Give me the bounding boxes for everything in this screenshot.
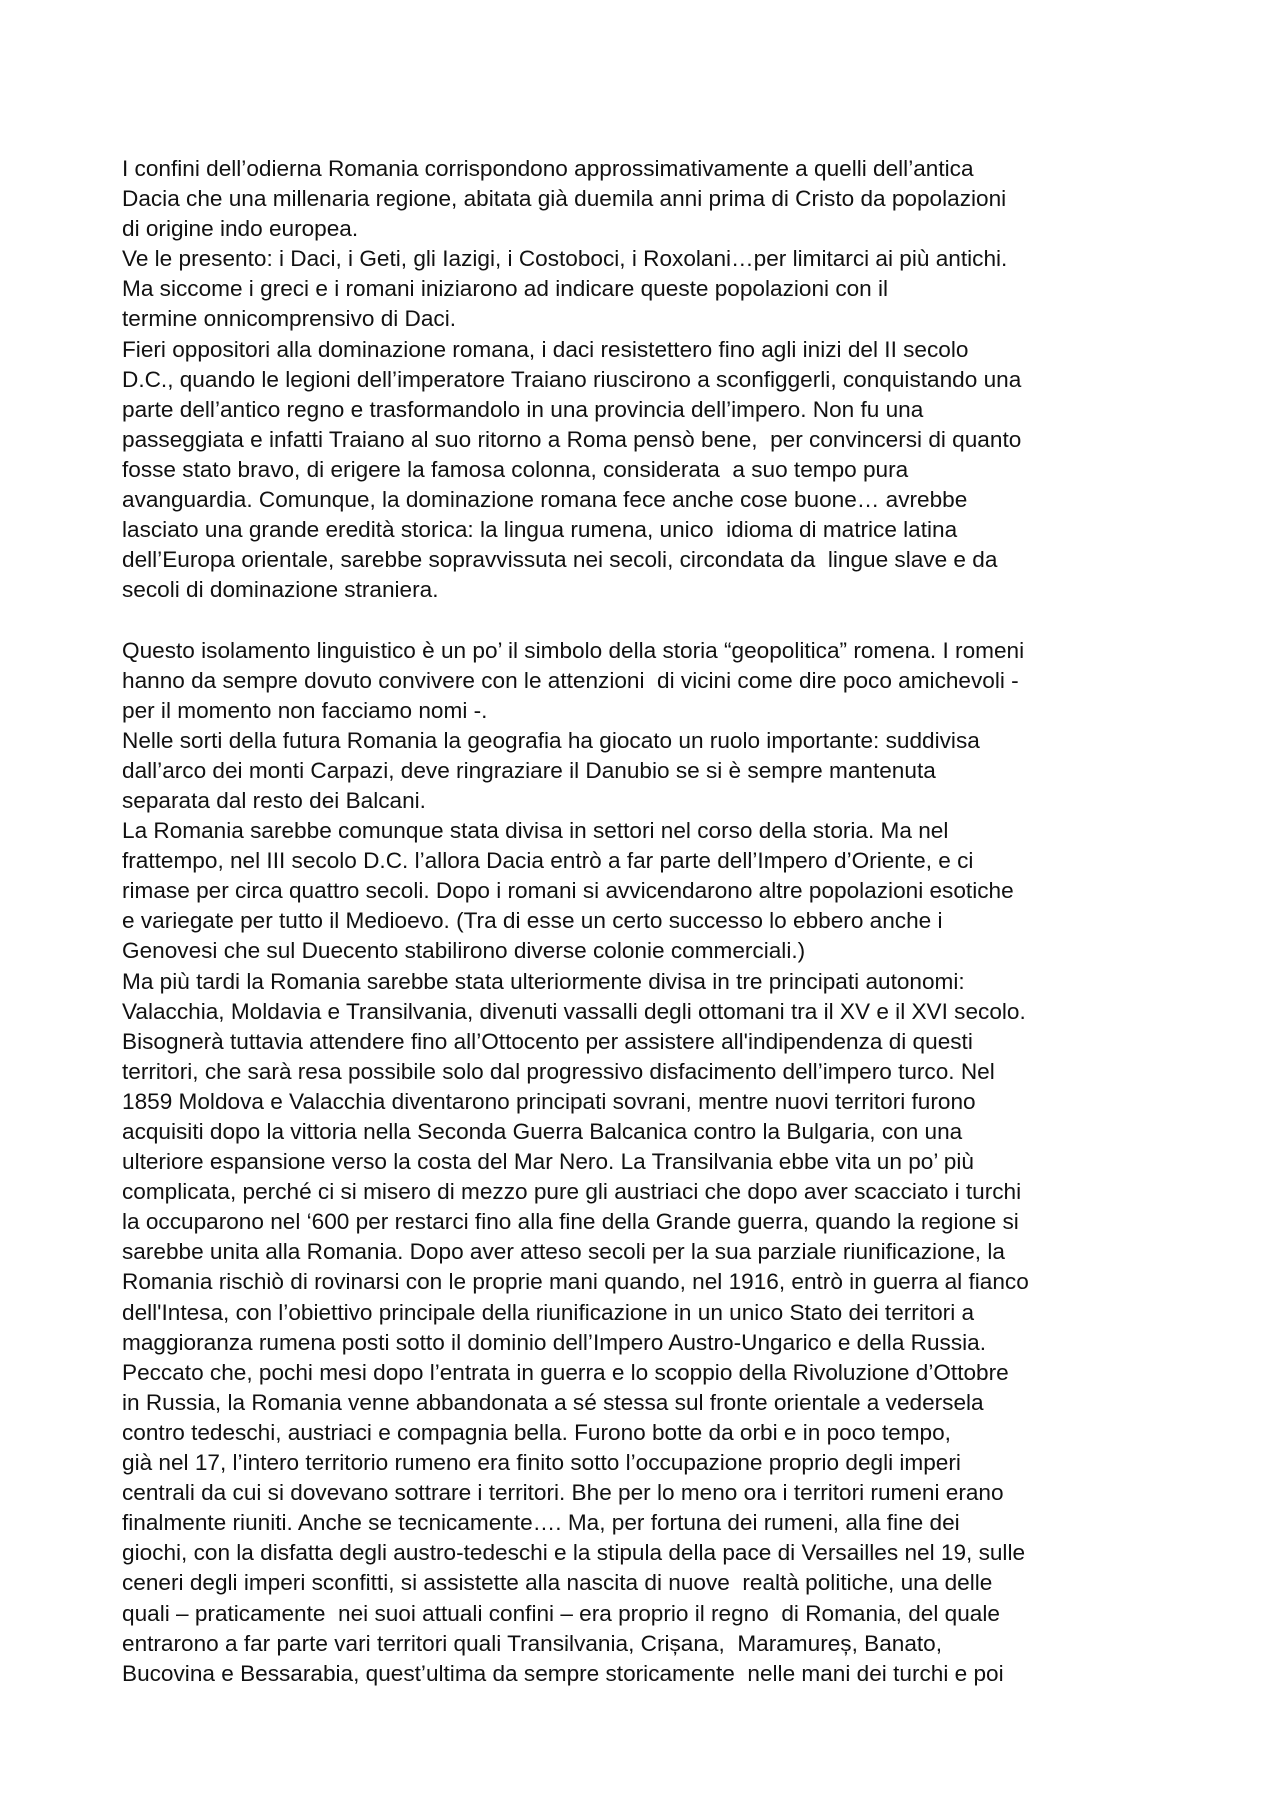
- text-line: La Romania sarebbe comunque stata divisa in settori nel corso della storia. Ma nel: [122, 818, 949, 844]
- text-line: ceneri degli imperi sconfitti, si assistette alla nascita di nuove realtà politiche, una delle: [122, 1570, 993, 1596]
- text-line: parte dell’antico regno e trasformandolo in una provincia dell’impero. Non fu una: [122, 396, 924, 422]
- text-line: Romania rischiò di rovinarsi con le proprie mani quando, nel 1916, entrò in guerra al fianco: [122, 1269, 1029, 1295]
- document-body: [122, 154, 1202, 1689]
- text-line: di origine indo europea.: [122, 216, 359, 242]
- text-line: avanguardia. Comunque, la dominazione romana fece anche cose buone… avrebbe: [122, 487, 968, 513]
- text-line: territori, che sarà resa possibile solo dal progressivo disfacimento dell’impero turco. Nel: [122, 1058, 995, 1084]
- text-line: Bisognerà tuttavia attendere fino all’Ottocento per assistere all'indipendenza di questi: [122, 1028, 973, 1054]
- text-line: maggioranza rumena posti sotto il dominio dell’Impero Austro-Ungarico e della Russia.: [122, 1329, 987, 1355]
- text-line: quali – praticamente nei suoi attuali confini – era proprio il regno di Romania, del quale: [122, 1600, 1000, 1626]
- text-line: la occuparono nel ‘600 per restarci fino alla fine della Grande guerra, quando la regione si: [122, 1209, 1019, 1235]
- text-line: D.C., quando le legioni dell’imperatore Traiano riuscirono a sconfiggerli, conquistando una: [122, 366, 1022, 392]
- text-line: già nel 17, l’intero territorio rumeno era finito sotto l’occupazione proprio degli imperi: [122, 1450, 961, 1476]
- text-line: Bucovina e Bessarabia, quest’ultima da sempre storicamente nelle mani dei turchi e poi: [122, 1660, 1004, 1686]
- text-line: in Russia, la Romania venne abbandonata a sé stessa sul fronte orientale a vedersela: [122, 1389, 984, 1415]
- text-line: secoli di dominazione straniera.: [122, 577, 439, 603]
- text-line: ulteriore espansione verso la costa del Mar Nero. La Transilvania ebbe vita un po’ più: [122, 1149, 974, 1175]
- text-line: dell'Intesa, con l’obiettivo principale della riunificazione in un unico Stato dei territori a: [122, 1299, 975, 1325]
- text-line: separata dal resto dei Balcani.: [122, 787, 426, 813]
- text-line: dall’arco dei monti Carpazi, deve ringraziare il Danubio se si è sempre mantenuta: [122, 757, 936, 783]
- text-line: dell’Europa orientale, sarebbe sopravvissuta nei secoli, circondata da lingue slave e da: [122, 547, 998, 573]
- text-line: Nelle sorti della futura Romania la geografia ha giocato un ruolo importante: suddivisa: [122, 727, 980, 753]
- text-line: Questo isolamento linguistico è un po’ il simbolo della storia “geopolitica” romena. I romeni: [122, 637, 1025, 663]
- text-line: per il momento non facciamo nomi -.: [122, 697, 488, 723]
- text-line: Ma più tardi la Romania sarebbe stata ulteriormente divisa in tre principati autonomi:: [122, 968, 965, 994]
- text-line: Dacia che una millenaria regione, abitata già duemila anni prima di Cristo da popolazioni: [122, 186, 1007, 212]
- text-line: contro tedeschi, austriaci e compagnia bella. Furono botte da orbi e in poco tempo,: [122, 1419, 951, 1445]
- text-line: centrali da cui si dovevano sottrare i territori. Bhe per lo meno ora i territori rumeni erano: [122, 1480, 1004, 1506]
- text-line: lasciato una grande eredità storica: la lingua rumena, unico idioma di matrice latina: [122, 517, 958, 543]
- text-line: termine onnicomprensivo di Daci.: [122, 306, 457, 332]
- text-line: rimase per circa quattro secoli. Dopo i romani si avvicendarono altre popolazioni esotiche: [122, 878, 1014, 904]
- paragraph-gap: [122, 605, 1202, 635]
- text-line: Genovesi che sul Duecento stabilirono diverse colonie commerciali.): [122, 938, 806, 964]
- text-line: Peccato che, pochi mesi dopo l’entrata in guerra e lo scoppio della Rivoluzione d’Ottobre: [122, 1359, 1009, 1385]
- text-line: Valacchia, Moldavia e Transilvania, divenuti vassalli degli ottomani tra il XV e il XVI secolo.: [122, 998, 1026, 1024]
- text-line: frattempo, nel III secolo D.C. l’allora Dacia entrò a far parte dell’Impero d’Oriente, e ci: [122, 848, 974, 874]
- text-line: I confini dell’odierna Romania corrispondono approssimativamente a quelli dell’antica: [122, 156, 974, 181]
- text-line: Ma siccome i greci e i romani iniziarono ad indicare queste popolazioni con il: [122, 276, 889, 302]
- text-line: Fieri oppositori alla dominazione romana, i daci resistettero fino agli inizi del II secolo: [122, 336, 969, 362]
- text-line: e variegate per tutto il Medioevo. (Tra di esse un certo successo lo ebbero anche i: [122, 908, 943, 934]
- text-line: passeggiata e infatti Traiano al suo ritorno a Roma pensò bene, per convincersi di quanto: [122, 426, 1022, 452]
- text-line: 1859 Moldova e Valacchia diventarono principati sovrani, mentre nuovi territori furono: [122, 1088, 976, 1114]
- text-line: finalmente riuniti. Anche se tecnicamente…. Ma, per fortuna dei rumeni, alla fine dei: [122, 1510, 960, 1536]
- text-line: giochi, con la disfatta degli austro-tedeschi e la stipula della pace di Versailles nel 19, sulle: [122, 1540, 1026, 1566]
- text-line: Ve le presento: i Daci, i Geti, gli Iazigi, i Costoboci, i Roxolani…per limitarci ai più antichi.: [122, 246, 1008, 272]
- text-line: hanno da sempre dovuto convivere con le attenzioni di vicini come dire poco amichevoli -: [122, 667, 1019, 693]
- text-line: fosse stato bravo, di erigere la famosa colonna, considerata a suo tempo pura: [122, 456, 909, 482]
- text-line: acquisiti dopo la vittoria nella Seconda Guerra Balcanica contro la Bulgaria, con una: [122, 1119, 963, 1144]
- text-line: complicata, perché ci si misero di mezzo pure gli austriaci che dopo aver scacciato i turchi: [122, 1179, 1022, 1205]
- text-line: entrarono a far parte vari territori quali Transilvania, Crișana, Maramureș, Banato,: [122, 1630, 943, 1656]
- text-line: sarebbe unita alla Romania. Dopo aver atteso secoli per la sua parziale riunificazione, la: [122, 1239, 1005, 1265]
